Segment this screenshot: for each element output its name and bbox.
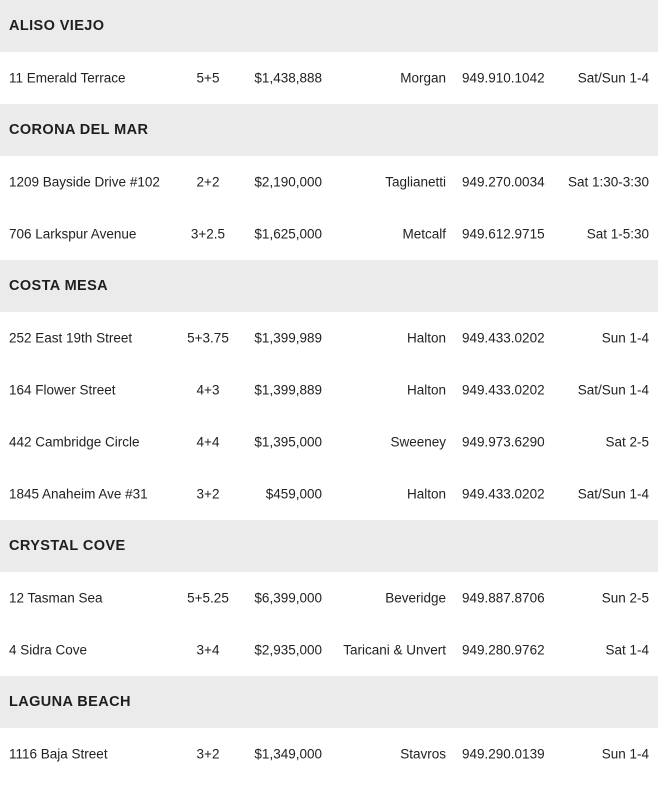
beds-baths: 5+3.75 — [187, 330, 229, 346]
agent: Halton — [406, 330, 446, 346]
open-house-time: Sat 1-5:30 — [586, 226, 649, 242]
beds-baths: 5+5 — [196, 70, 220, 86]
listing-row — [0, 312, 658, 364]
phone: 949.290.0139 — [462, 746, 545, 762]
section-title: ALISO VIEJO — [9, 18, 105, 34]
open-house-time: Sat/Sun 1-4 — [577, 382, 649, 398]
address: 252 East 19th Street — [9, 330, 133, 346]
listing-row — [0, 364, 658, 416]
address: 1845 Anaheim Ave #31 — [9, 486, 148, 502]
beds-baths: 3+2 — [196, 486, 220, 502]
section-header — [0, 0, 658, 52]
phone: 949.433.0202 — [462, 486, 545, 502]
phone: 949.433.0202 — [462, 330, 545, 346]
open-house-time: Sun 2-5 — [601, 590, 649, 606]
price: $1,399,889 — [254, 382, 322, 398]
address: 4 Sidra Cove — [9, 642, 88, 658]
open-house-time: Sun 1-4 — [601, 746, 649, 762]
section-title: LAGUNA BEACH — [9, 694, 131, 710]
agent: Beveridge — [385, 590, 446, 606]
price: $459,000 — [265, 486, 322, 502]
address: 1116 Baja Street — [9, 746, 108, 762]
section-header — [0, 520, 658, 572]
address: 164 Flower Street — [9, 382, 116, 398]
agent: Taglianetti — [385, 174, 446, 190]
agent: Taricani & Unvert — [343, 642, 446, 658]
address: 706 Larkspur Avenue — [9, 226, 137, 242]
price: $2,190,000 — [254, 174, 322, 190]
section-title: CRYSTAL COVE — [9, 538, 126, 554]
beds-baths: 3+4 — [196, 642, 220, 658]
price: $1,395,000 — [254, 434, 322, 450]
listing-row — [0, 728, 658, 780]
agent: Sweeney — [390, 434, 446, 450]
listing-row — [0, 156, 658, 208]
price: $2,935,000 — [254, 642, 322, 658]
beds-baths: 2+2 — [196, 174, 220, 190]
address: 11 Emerald Terrace — [9, 70, 126, 86]
open-house-time: Sun 1-4 — [601, 330, 649, 346]
listing-row — [0, 624, 658, 676]
agent: Halton — [406, 382, 446, 398]
section-header — [0, 676, 658, 728]
open-house-time: Sat/Sun 1-4 — [577, 70, 649, 86]
phone: 949.910.1042 — [462, 70, 545, 86]
price: $1,349,000 — [254, 746, 322, 762]
section-header — [0, 260, 658, 312]
agent: Stavros — [400, 746, 446, 762]
phone: 949.433.0202 — [462, 382, 545, 398]
listing-row — [0, 208, 658, 260]
section-header — [0, 104, 658, 156]
address: 1209 Bayside Drive #102 — [9, 174, 160, 190]
phone: 949.280.9762 — [462, 642, 545, 658]
price: $1,399,989 — [254, 330, 322, 346]
price: $6,399,000 — [254, 590, 322, 606]
address: 442 Cambridge Circle — [9, 434, 140, 450]
listing-row — [0, 572, 658, 624]
open-house-time: Sat 1:30-3:30 — [567, 174, 649, 190]
section-title: CORONA DEL MAR — [9, 122, 149, 138]
beds-baths: 3+2.5 — [190, 226, 226, 242]
phone: 949.612.9715 — [462, 226, 545, 242]
listing-row — [0, 468, 658, 520]
phone: 949.887.8706 — [462, 590, 545, 606]
beds-baths: 4+4 — [196, 434, 220, 450]
open-house-time: Sat 1-4 — [605, 642, 649, 658]
beds-baths: 3+2 — [196, 746, 220, 762]
phone: 949.973.6290 — [462, 434, 545, 450]
listing-row — [0, 52, 658, 104]
agent: Halton — [406, 486, 446, 502]
beds-baths: 5+5.25 — [187, 590, 229, 606]
address: 12 Tasman Sea — [9, 590, 103, 606]
listing-row — [0, 416, 658, 468]
agent: Metcalf — [402, 226, 446, 242]
price: $1,625,000 — [254, 226, 322, 242]
beds-baths: 4+3 — [196, 382, 220, 398]
open-house-time: Sat/Sun 1-4 — [577, 486, 649, 502]
open-house-time: Sat 2-5 — [605, 434, 649, 450]
agent: Morgan — [400, 70, 446, 86]
phone: 949.270.0034 — [462, 174, 545, 190]
price: $1,438,888 — [254, 70, 322, 86]
section-title: COSTA MESA — [9, 278, 109, 294]
